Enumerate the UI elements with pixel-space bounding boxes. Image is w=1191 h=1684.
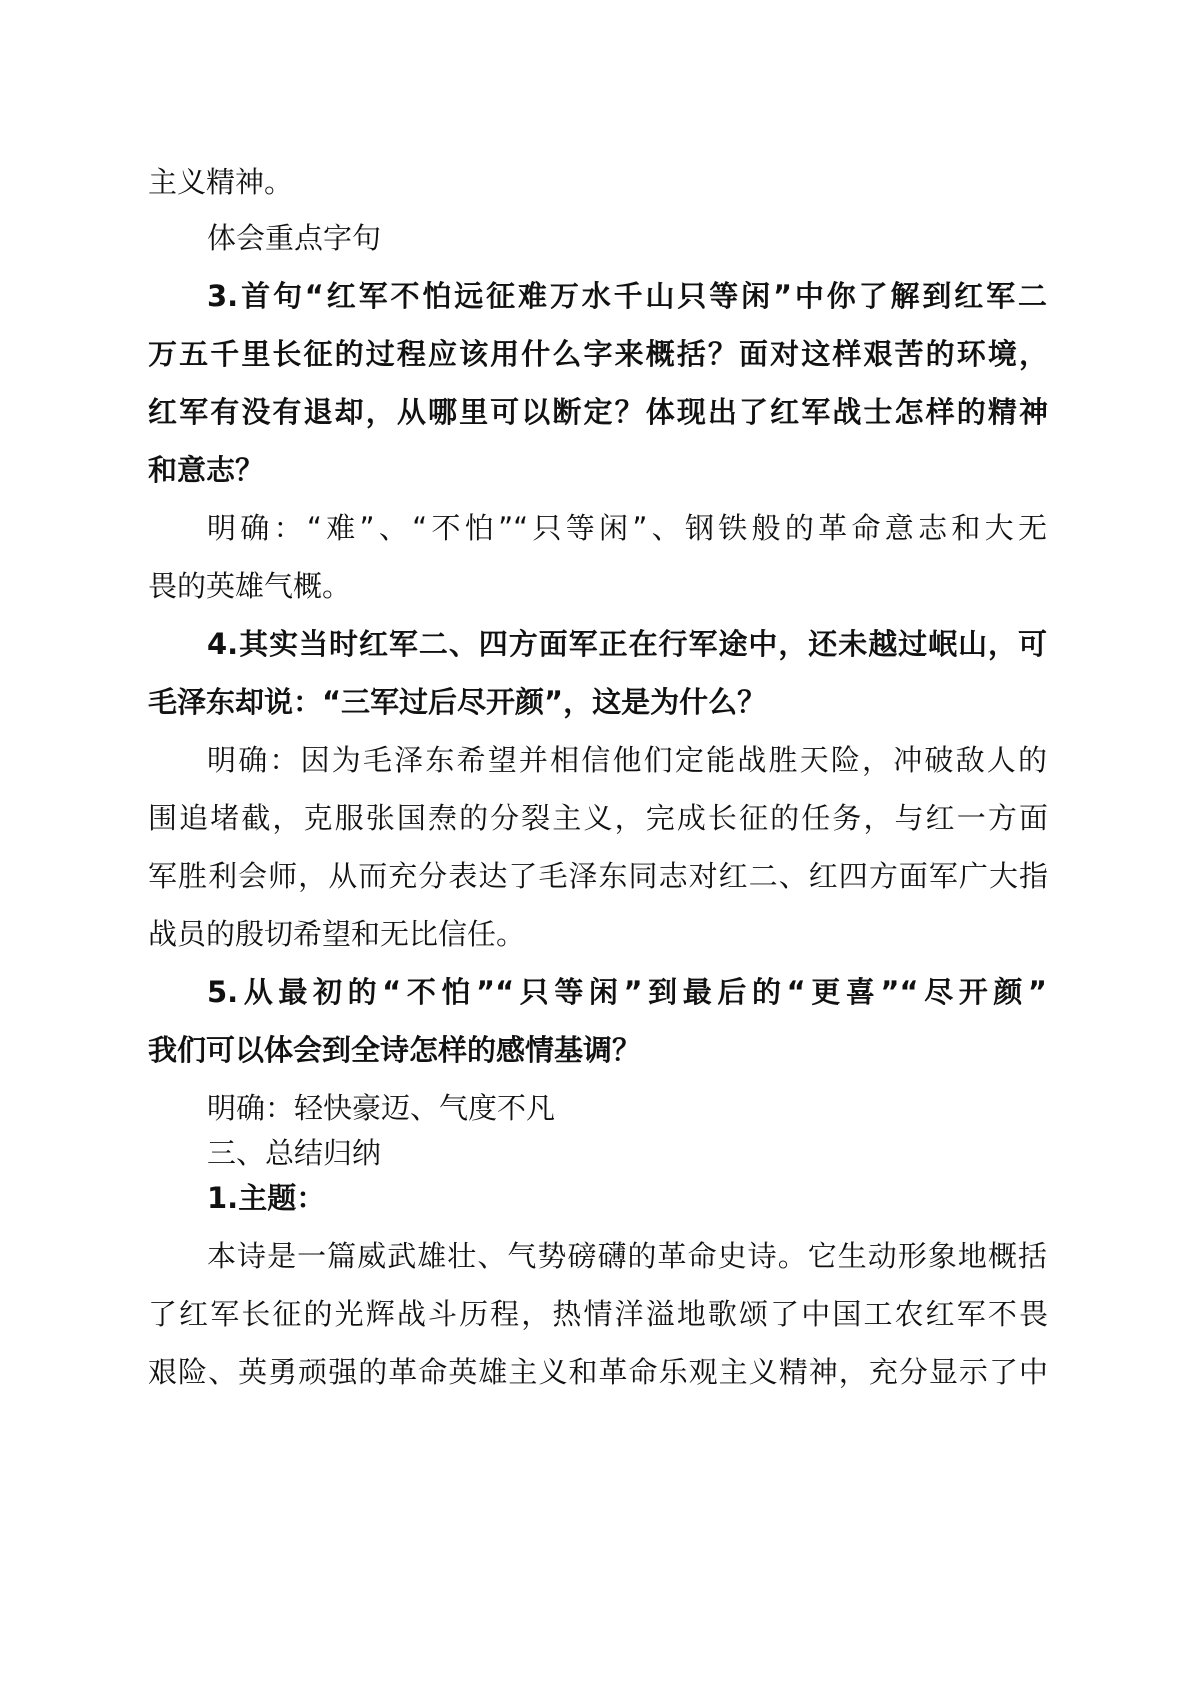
theme-paragraph-line-3: 艰险、英勇顽强的革命英雄主义和革命乐观主义精神，充分显示了中 bbox=[148, 1355, 1048, 1389]
question-3-line-1: 3.首句“红军不怕远征难万水千山只等闲”中你了解到红军二 bbox=[207, 279, 1047, 313]
answer-4-line-2: 围追堵截，克服张国焘的分裂主义，完成长征的任务，与红一方面 bbox=[148, 801, 1048, 835]
answer-3-line-1: 明确：“难”、“不怕”“只等闲”、钢铁般的革命意志和大无 bbox=[207, 511, 1047, 545]
answer-4-line-3: 军胜利会师，从而充分表达了毛泽东同志对红二、红四方面军广大指 bbox=[148, 859, 1048, 893]
answer-5-line-1: 明确：轻快豪迈、气度不凡 bbox=[207, 1091, 556, 1125]
question-4-line-1: 4.其实当时红军二、四方面军正在行军途中，还未越过岷山，可 bbox=[207, 627, 1047, 661]
answer-3-line-2: 畏的英雄气概。 bbox=[148, 569, 352, 603]
answer-4-line-4: 战员的殷切希望和无比信任。 bbox=[148, 917, 526, 951]
question-3-line-3: 红军有没有退却，从哪里可以断定？体现出了红军战士怎样的精神 bbox=[148, 395, 1048, 429]
question-3-line-4: 和意志？ bbox=[148, 453, 265, 487]
text-line-2: 体会重点字句 bbox=[207, 221, 382, 255]
subheading-theme: 1.主题： bbox=[207, 1181, 326, 1215]
theme-paragraph-line-2: 了红军长征的光辉战斗历程，热情洋溢地歌颂了中国工农红军不畏 bbox=[148, 1297, 1048, 1331]
question-3-line-2: 万五千里长征的过程应该用什么字来概括？面对这样艰苦的环境， bbox=[148, 337, 1048, 371]
question-4-line-2: 毛泽东却说：“三军过后尽开颜”，这是为什么？ bbox=[148, 685, 767, 719]
theme-paragraph-line-1: 本诗是一篇威武雄壮、气势磅礴的革命史诗。它生动形象地概括 bbox=[207, 1239, 1047, 1273]
answer-4-line-1: 明确：因为毛泽东希望并相信他们定能战胜天险，冲破敌人的 bbox=[207, 743, 1047, 777]
text-line-1: 主义精神。 bbox=[148, 165, 294, 199]
section-heading-summary: 三、总结归纳 bbox=[207, 1136, 382, 1170]
question-5-line-1: 5.从最初的“不怕”“只等闲”到最后的“更喜”“尽开颜” bbox=[207, 975, 1047, 1009]
question-5-line-2: 我们可以体会到全诗怎样的感情基调？ bbox=[148, 1033, 642, 1067]
